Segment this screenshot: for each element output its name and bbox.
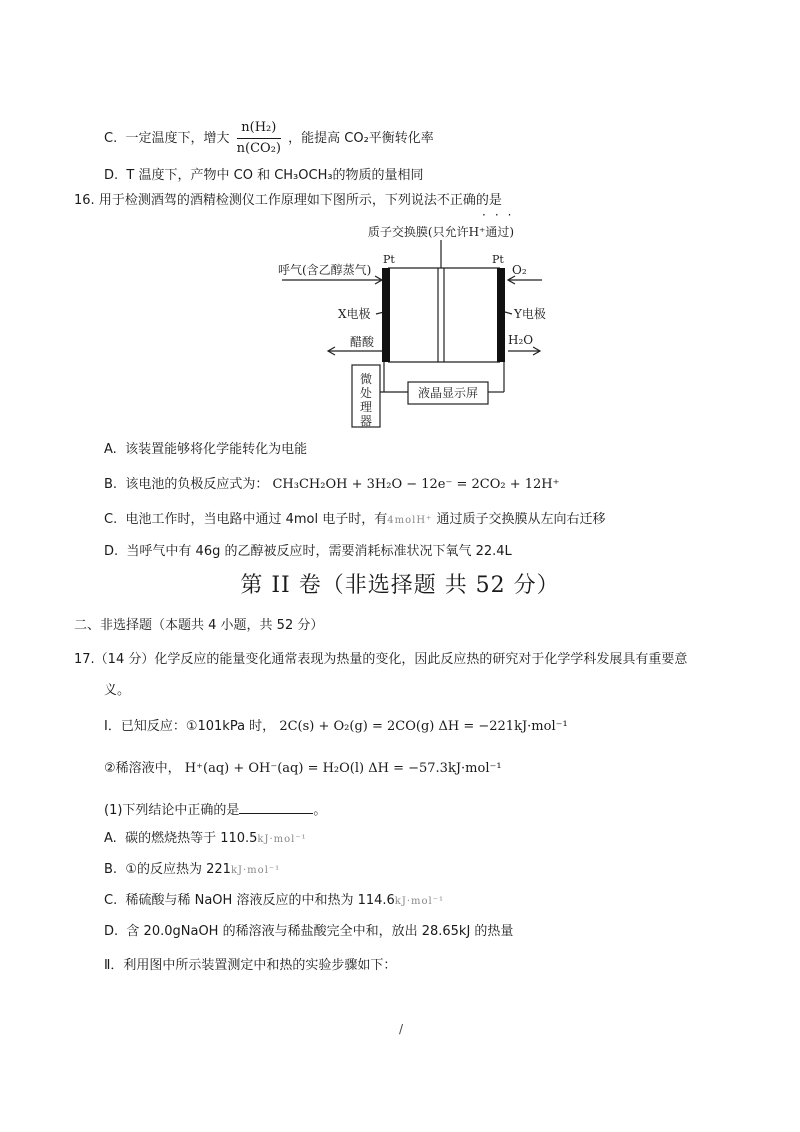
acetic-acid-label: 醋酸 (350, 335, 375, 349)
q17-sub1 (104, 799, 326, 820)
q17-known-reaction-1 (104, 718, 568, 736)
option-label: A. (104, 442, 117, 457)
option-unit: kJ·mol⁻¹ (257, 834, 307, 845)
y-electrode-label: Y电极 (514, 307, 546, 321)
question-text: 用于检测酒驾的酒精检测仪工作原理如下图所示，下列说法不正确的是 (98, 193, 502, 208)
membrane-label: 质子交换膜(只允许H⁺通过) (367, 225, 515, 239)
option-label: C. (104, 131, 118, 146)
option-unit: kJ·mol⁻¹ (230, 865, 281, 876)
option-text: 稀硫酸与稀 NaOH 溶液反应的中和热为 114.6 (125, 893, 395, 908)
option-text: 含 20.0gNaOH 的稀溶液与稀盐酸完全中和，放出 28.65kJ 的热量 (126, 924, 514, 939)
x-electrode-plate (382, 268, 390, 362)
option-label: D. (104, 924, 119, 939)
q17-part2: Ⅱ．利用图中所示装置测定中和热的实验步骤如下： (104, 958, 397, 973)
known-formula: 2C(s) + O₂(g) = 2CO(g) ΔH = −221kJ·mol⁻¹ (279, 719, 568, 734)
fraction-numerator: n(H₂) (237, 119, 281, 139)
q16-option-c (104, 511, 605, 530)
q17-intro: 17.（14 分）化学反应的能量变化通常表现为热量的变化，因此反应热的研究对于化学学科发展具有重要意 (74, 652, 688, 667)
q17-option-b (104, 861, 280, 880)
answer-blank[interactable] (239, 799, 313, 814)
option-label: C. (104, 512, 118, 527)
option-text: 该装置能够将化学能转化为电能 (125, 442, 308, 457)
pt-right-label: Pt (492, 253, 504, 266)
option-label: D. (104, 544, 119, 559)
known-text: ②稀溶液中， (104, 761, 181, 776)
section-heading: 二、非选择题（本题共 4 小题，共 52 分） (74, 618, 324, 633)
q16-option-b (104, 476, 560, 494)
microprocessor-label: 微处理器 (359, 372, 373, 428)
fuel-cell-diagram (270, 222, 560, 432)
option-text: T 温度下，产物中 CO 和 CH₃OCH₃的物质的量相同 (126, 168, 424, 183)
option-label: A. (104, 831, 117, 846)
q15-option-c (104, 119, 434, 158)
q16-option-a (104, 441, 307, 459)
o2-label: O₂ (512, 263, 527, 277)
option-text: ①的反应热为 221 (125, 862, 231, 877)
option-label: D. (104, 168, 119, 183)
q15-option-d (104, 167, 424, 185)
option-text: 一定温度下，增大 (125, 131, 230, 146)
question-number: 16. (74, 193, 95, 208)
option-text: 电池工作时，当电路中通过 4mol 电子时，有 (125, 512, 388, 527)
q17-option-c (104, 892, 444, 911)
lcd-label: 液晶显示屏 (417, 386, 479, 400)
q16-option-d (104, 543, 512, 561)
water-label: H₂O (508, 333, 534, 347)
q17-option-a (104, 830, 307, 849)
q16-stem (74, 192, 502, 210)
option-formula: CH₃CH₂OH + 3H₂O − 12e⁻ = 2CO₂ + 12H⁺ (272, 477, 560, 492)
breath-label: 呼气(含乙醇蒸气) (278, 263, 372, 277)
option-faint-value: 4molH⁺ (387, 515, 433, 526)
option-label: B. (104, 477, 118, 492)
option-text: 通过质子交换膜从左向右迁移 (432, 512, 606, 527)
y-electrode-plate (497, 268, 505, 362)
fraction-denominator: n(CO₂) (236, 141, 281, 156)
q17-intro-cont: 义。 (104, 683, 131, 698)
sub-question-text: (1)下列结论中正确的是 (104, 803, 240, 818)
option-label: C. (104, 893, 118, 908)
option-unit: kJ·mol⁻¹ (394, 896, 445, 907)
q17-known-reaction-2 (104, 760, 502, 778)
section-title: 第 II 卷（非选择题 共 52 分） (240, 573, 560, 598)
known-formula: H⁺(aq) + OH⁻(aq) = H₂O(l) ΔH = −57.3kJ·mol⁻¹ (184, 761, 502, 776)
option-text: 当呼气中有 46g 的乙醇被反应时，需要消耗标准状况下氧气 22.4L (126, 544, 512, 559)
pt-left-label: Pt (383, 253, 395, 266)
option-text: 该电池的负极反应式为： (125, 477, 269, 492)
option-text: ，能提高 CO₂平衡转化率 (288, 131, 434, 146)
q17-option-d (104, 923, 513, 941)
page-mark: / (399, 1022, 404, 1036)
known-text: Ⅰ．已知反应：①101kPa 时， (104, 719, 276, 734)
option-label: B. (104, 862, 118, 877)
emphasis-dots: ··· (482, 208, 521, 222)
punctuation: 。 (313, 803, 327, 818)
x-electrode-label: X电极 (338, 307, 371, 321)
ratio-fraction (237, 119, 281, 158)
option-text: 碳的燃烧热等于 110.5 (125, 831, 258, 846)
